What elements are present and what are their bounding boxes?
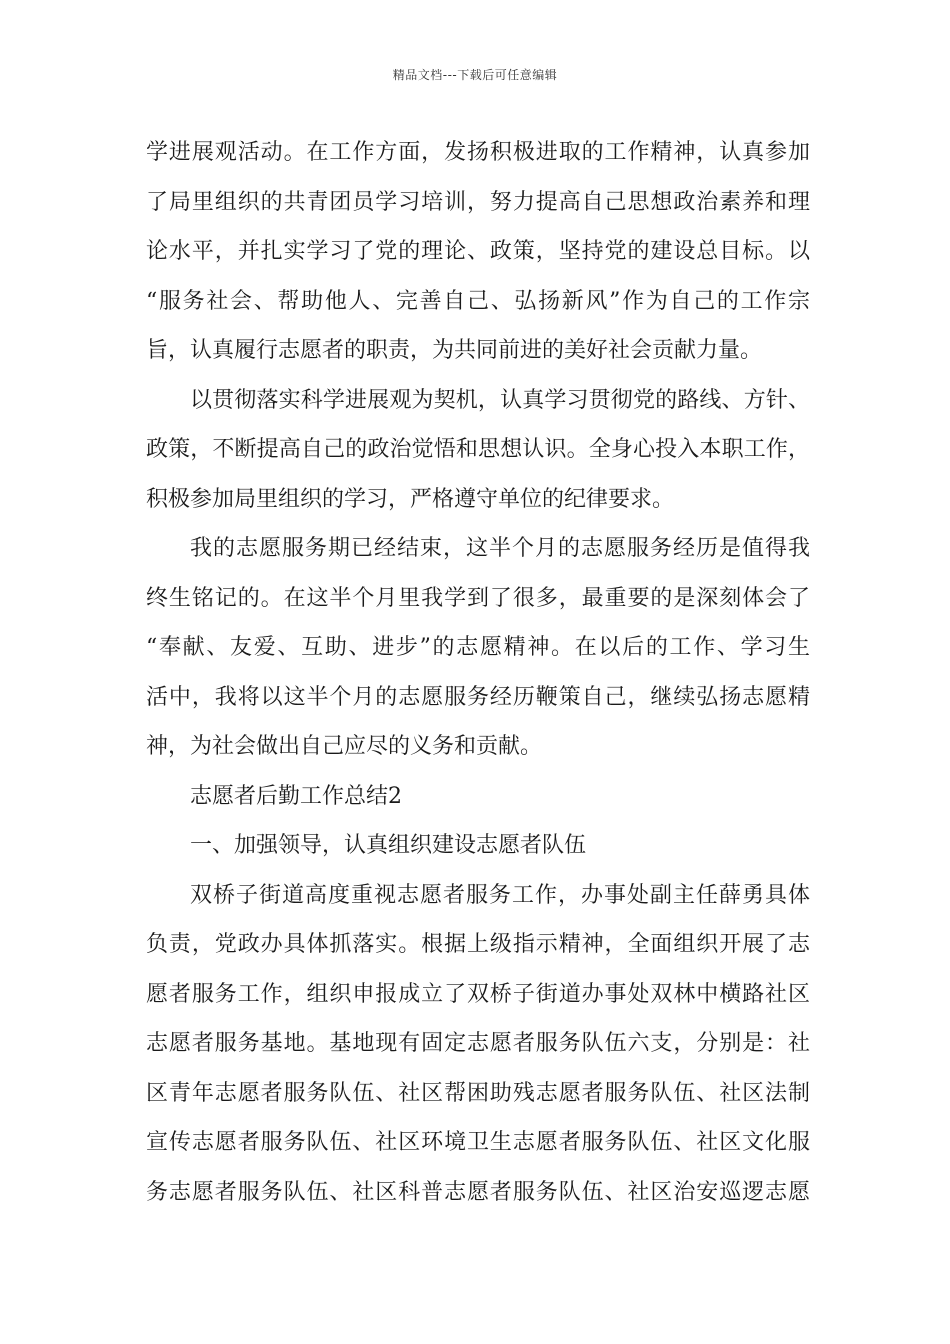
text-line: 终生铭记的。在这半个月里我学到了很多，最重要的是深刻体会了 — [146, 585, 810, 611]
text-line: 志愿者后勤工作总结2 — [190, 783, 402, 809]
text-line: 区青年志愿者服务队伍、社区帮困助残志愿者服务队伍、社区法制 — [146, 1080, 810, 1106]
text-line: 一、加强领导，认真组织建设志愿者队伍 — [190, 833, 587, 858]
text-line: 宣传志愿者服务队伍、社区环境卫生志愿者服务队伍、社区文化服 — [146, 1130, 810, 1155]
page-header: 精品文档---下载后可任意编辑 — [392, 68, 558, 82]
text-line: 政策，不断提高自己的政治觉悟和思想认识。全身心投入本职工作， — [146, 437, 810, 462]
text-line: 积极参加局里组织的学习，严格遵守单位的纪律要求。 — [146, 486, 675, 512]
text-line: 学进展观活动。在工作方面，发扬积极进取的工作精神，认真参加 — [146, 140, 810, 165]
text-line: 双桥子街道高度重视志愿者服务工作，办事处副主任薛勇具体 — [190, 882, 810, 908]
text-line: 神，为社会做出自己应尽的义务和贡献。 — [146, 734, 543, 759]
text-line: 我的志愿服务期已经结束，这半个月的志愿服务经历是值得我 — [190, 536, 810, 561]
text-line: 论水平，并扎实学习了党的理论、政策，坚持党的建设总目标。以 — [146, 239, 810, 264]
text-line: 负责，党政办具体抓落实。根据上级指示精神，全面组织开展了志 — [146, 932, 810, 957]
text-line: “奉献、友爱、互助、进步”的志愿精神。在以后的工作、学习生 — [146, 635, 810, 660]
text-line: 旨，认真履行志愿者的职责，为共同前进的美好社会贡献力量。 — [146, 338, 763, 363]
text-line: 愿者服务工作，组织申报成立了双桥子街道办事处双林中横路社区 — [146, 981, 810, 1007]
text-line: 以贯彻落实科学进展观为契机，认真学习贯彻党的路线、方针、 — [190, 387, 810, 413]
text-line: “服务社会、帮助他人、完善自己、弘扬新风”作为自己的工作宗 — [146, 288, 810, 314]
text-line: 务志愿者服务队伍、社区科普志愿者服务队伍、社区治安巡逻志愿 — [146, 1179, 810, 1205]
text-line: 了局里组织的共青团员学习培训，努力提高自己思想政治素养和理 — [146, 189, 810, 215]
document-body — [146, 128, 810, 1217]
text-line: 活中，我将以这半个月的志愿服务经历鞭策自己，继续弘扬志愿精 — [146, 684, 810, 710]
text-line: 志愿者服务基地。基地现有固定志愿者服务队伍六支，分别是：社 — [146, 1031, 810, 1056]
